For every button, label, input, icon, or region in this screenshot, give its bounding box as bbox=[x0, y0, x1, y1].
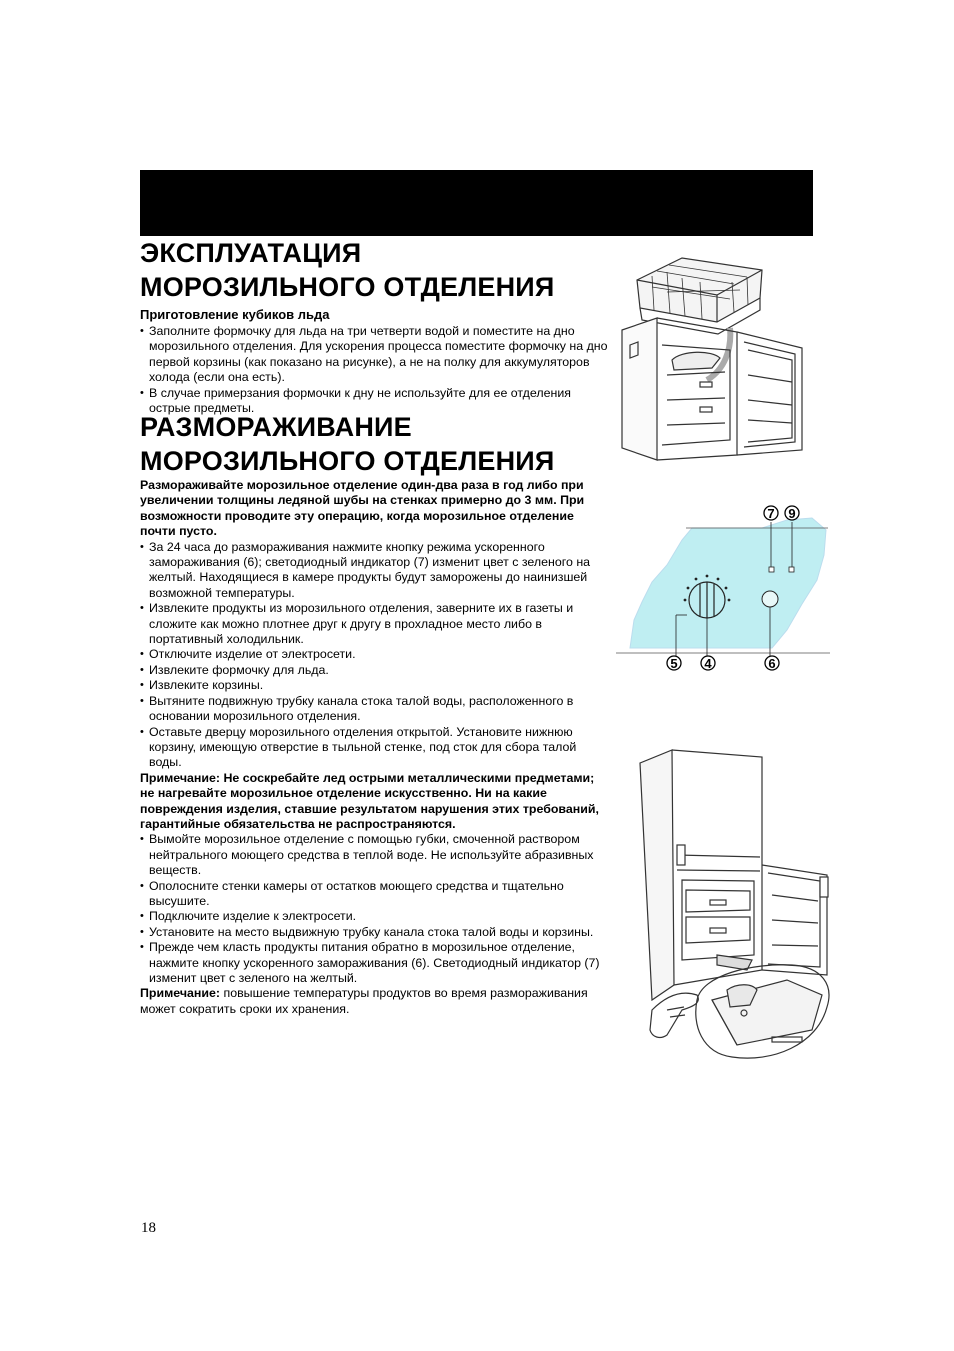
list-item: • Извлеките формочку для льда. bbox=[140, 663, 610, 678]
led-7-icon bbox=[769, 567, 774, 572]
list-item: • В случае примерзания формочки к дну не используйте для ее отделения острые предметы. bbox=[140, 386, 610, 417]
section-usage bbox=[140, 236, 610, 416]
callout-9-label: 9 bbox=[788, 506, 796, 521]
callout-5-label: 5 bbox=[670, 656, 678, 671]
ice-tray-illustration bbox=[612, 250, 817, 470]
note-temperature bbox=[140, 986, 610, 1017]
list-item: • Ополосните стенки камеры от остатков моющего средства и тщательно высушите. bbox=[140, 879, 610, 910]
note2-label: Примечание: bbox=[140, 986, 221, 1001]
list-item: • Отключите изделие от электросети. bbox=[140, 647, 610, 662]
defrost-illustration bbox=[622, 745, 840, 1075]
page-number: 18 bbox=[141, 1220, 156, 1236]
section2-bullets-a bbox=[140, 540, 610, 771]
fast-freeze-button bbox=[762, 591, 778, 607]
led-9-icon bbox=[789, 567, 794, 572]
callout-4-label: 4 bbox=[704, 656, 712, 671]
section2-intro: Размораживайте морозильное отделение один-два раза в год либо при увеличении толщины ледяной шубы на стенках примерно до 3 мм. При возможности проводите эту операцию, когда морозильное отделение почти пусто. bbox=[140, 478, 585, 539]
note-warning: Примечание: Не соскребайте лед острыми металлическими предметами; не нагревайте морозильное отделение искусственно. Ни на какие повреждения изделия, ставшие результатом нарушения этих требований, гарантийные обязательства не распространяются. bbox=[140, 770, 599, 831]
list-item: • За 24 часа до размораживания нажмите кнопку режима ускоренного замораживания (6); светодиодный индикатор (7) изменит цвет с зеленого на желтый. Находящиеся в камере продукты будут заморожены до наинизшей возможной температуры. bbox=[140, 540, 610, 602]
list-item: • Вытяните подвижную трубку канала стока талой воды, расположенного в основании морозильного отделения. bbox=[140, 694, 610, 725]
list-item: • Оставьте дверцу морозильного отделения открытой. Установите нижнюю корзину, имеющую отверстие в тыльной стенке, под сток для сбора талой воды. bbox=[140, 725, 610, 771]
list-item: • Вымойте морозильное отделение с помощью губки, смоченной раствором нейтрального моющего средства в теплой воде. Не используйте абразивных веществ. bbox=[140, 832, 610, 878]
section1-subtitle: Приготовление кубиков льда bbox=[140, 307, 330, 322]
list-item: • Прежде чем класть продукты питания обратно в морозильное отделение, нажмите кнопку ускоренного замораживания (6). Светодиодный индикатор (7) изменит цвет с зеленого на желтый. bbox=[140, 940, 610, 986]
section1-title-line2: МОРОЗИЛЬНОГО ОТДЕЛЕНИЯ bbox=[140, 272, 555, 302]
header-bar bbox=[140, 170, 813, 236]
callout-7-label: 7 bbox=[767, 506, 775, 521]
control-panel-diagram bbox=[612, 500, 832, 680]
callout-6-label: 6 bbox=[768, 656, 776, 671]
list-item: • Подключите изделие к электросети. bbox=[140, 909, 610, 924]
list-item: • Заполните формочку для льда на три четверти водой и поместите на дно морозильного отделения. Для ускорения процесса поместите формочку на дно первой корзины (как показано на рисунке), а не на полку для аккумуляторов холода (если она есть). bbox=[140, 324, 610, 386]
list-item: • Извлеките продукты из морозильного отделения, заверните их в газеты и сложите как можно плотнее друг к другу в прохладное место либо в портативный холодильник. bbox=[140, 601, 610, 647]
section2-title-line1: РАЗМОРАЖИВАНИЕ bbox=[140, 412, 412, 442]
section1-bullets bbox=[140, 324, 610, 416]
list-item: • Извлеките корзины. bbox=[140, 678, 610, 693]
section1-title-line1: ЭКСПЛУАТАЦИЯ bbox=[140, 238, 362, 268]
section-defrost bbox=[140, 410, 610, 1017]
panel-highlight bbox=[630, 518, 826, 648]
note2-text: повышение температуры продуктов во время размораживания может сократить сроки их хранения. bbox=[140, 986, 588, 1016]
list-item: • Установите на место выдвижную трубку канала стока талой воды и корзины. bbox=[140, 925, 610, 940]
section2-title-line2: МОРОЗИЛЬНОГО ОТДЕЛЕНИЯ bbox=[140, 446, 555, 476]
section2-bullets-b bbox=[140, 832, 610, 986]
